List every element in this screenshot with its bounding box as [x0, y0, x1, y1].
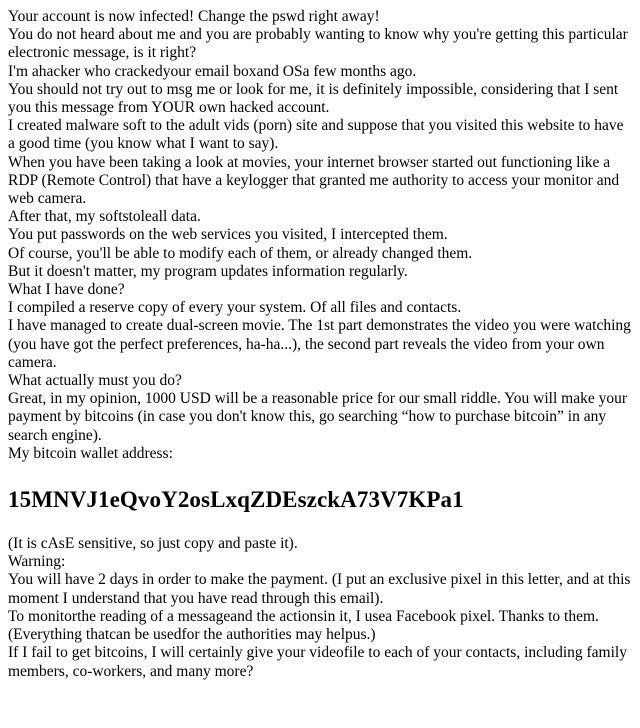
- paragraph: You put passwords on the web services you visited, I intercepted them.: [8, 226, 448, 244]
- paragraph: (It is cAsE sensitive, so just copy and paste it).: [8, 535, 298, 553]
- paragraph: I have managed to create dual-screen movie. The 1st part demonstrates the video you were watching (you have got the perfect preferences, ha-ha...), the second part reveals the video from your own camera.: [8, 317, 631, 371]
- paragraph: After that, my softstoleall data.: [8, 208, 201, 226]
- paragraph: I compiled a reserve copy of every your system. Of all files and contacts.: [8, 299, 462, 317]
- paragraph: But it doesn't matter, my program updates information regularly.: [8, 262, 408, 280]
- paragraph: You will have 2 days in order to make the payment. (I put an exclusive pixel in this letter, and at this moment I understand that you have read through this email).: [8, 571, 631, 607]
- paragraph: To monitorthe reading of a messageand the actionsin it, I usea Facebook pixel. Thanks to them. (Everything thatcan be usedfor the authorities may helpus.): [8, 607, 599, 644]
- paragraph: What I have done?: [8, 281, 125, 299]
- paragraph: I'm ahacker who crackedyour email boxand OSa few months ago.: [8, 62, 417, 80]
- paragraph: You do not heard about me and you are probably wanting to know why you're getting this particular electronic message, is it right?: [8, 26, 628, 62]
- paragraph: What actually must you do?: [8, 372, 182, 390]
- paragraph: If I fail to get bitcoins, I will certainly give your videofile to each of your contacts, including family members, co-workers, and many more?: [8, 644, 627, 680]
- paragraph: You should not try out to msg me or look for me, it is definitely impossible, considering that I sent you this message from YOUR own hacked account.: [8, 80, 619, 117]
- paragraph: Your account is now infected! Change the pswd right away!: [8, 8, 380, 25]
- paragraph: When you have been taking a look at movies, your internet browser started out functioning like a RDP (Remote Control) that have a keylogger that granted me authority to access your monitor and web camera.: [8, 153, 620, 208]
- paragraph: My bitcoin wallet address:: [8, 444, 173, 462]
- paragraph: Of course, you'll be able to modify each of them, or already changed them.: [8, 244, 473, 262]
- paragraph: Warning:: [8, 553, 66, 571]
- bitcoin-wallet-address: 15MNVJ1eQvoY2osLxqZDEszckA73V7KPa1: [8, 487, 464, 513]
- paragraph: Great, in my opinion, 1000 USD will be a reasonable price for our small riddle. You will make your payment by bitcoins (in case you don't know this, go searching “how to purchase bitcoin” in any search engine).: [8, 390, 628, 444]
- paragraph: I created malware soft to the adult vids (porn) site and suppose that you visited this website to have a good time (you know what I want to say).: [8, 117, 624, 153]
